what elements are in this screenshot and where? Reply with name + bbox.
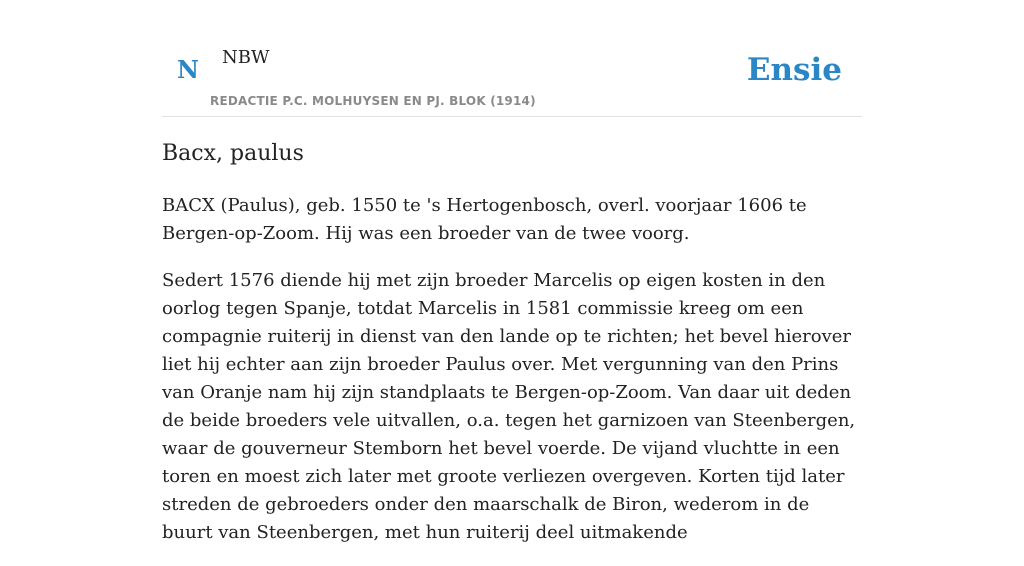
source-editors: REDACTIE P.C. MOLHUYSEN EN PJ. BLOK (1914) [210, 94, 536, 108]
article-paragraph: BACX (Paulus), geb. 1550 te 's Hertogenbosch, overl. voorjaar 1606 te Bergen-op-Zoom. Hij was een broeder van de twee voorg. [162, 195, 807, 244]
source-logo: N [177, 55, 199, 84]
article-title: Bacx, paulus [162, 141, 304, 166]
source-name[interactable]: NBW [222, 47, 270, 68]
source-header [162, 0, 862, 117]
page [162, 0, 862, 543]
article-body [162, 192, 862, 566]
article-paragraph: Sedert 1576 diende hij met zijn broeder Marcelis op eigen kosten in den oorlog tegen Spanje, totdat Marcelis in 1581 commissie kreeg om een compagnie ruiterij in dienst van den lande op te richten; het bevel hierover liet hij echter aan zijn broeder Paulus over. Met vergunning van den Prins van Oranje nam hij zijn standplaats te Bergen-op-Zoom. Van daar uit deden de beide broeders vele uitvallen, o.a. tegen het garnizoen van Steenbergen, waar de gouverneur Stemborn het bevel voerde. De vijand vluchtte in een toren en moest zich later met groote verliezen overgeven. Korten tijd later streden de gebroeders onder den maarschalk de Biron, wederom in de buurt van Steenbergen, met hun ruiterij deel uitmakende [162, 270, 856, 543]
brand-logo-link[interactable]: Ensie [746, 52, 842, 88]
